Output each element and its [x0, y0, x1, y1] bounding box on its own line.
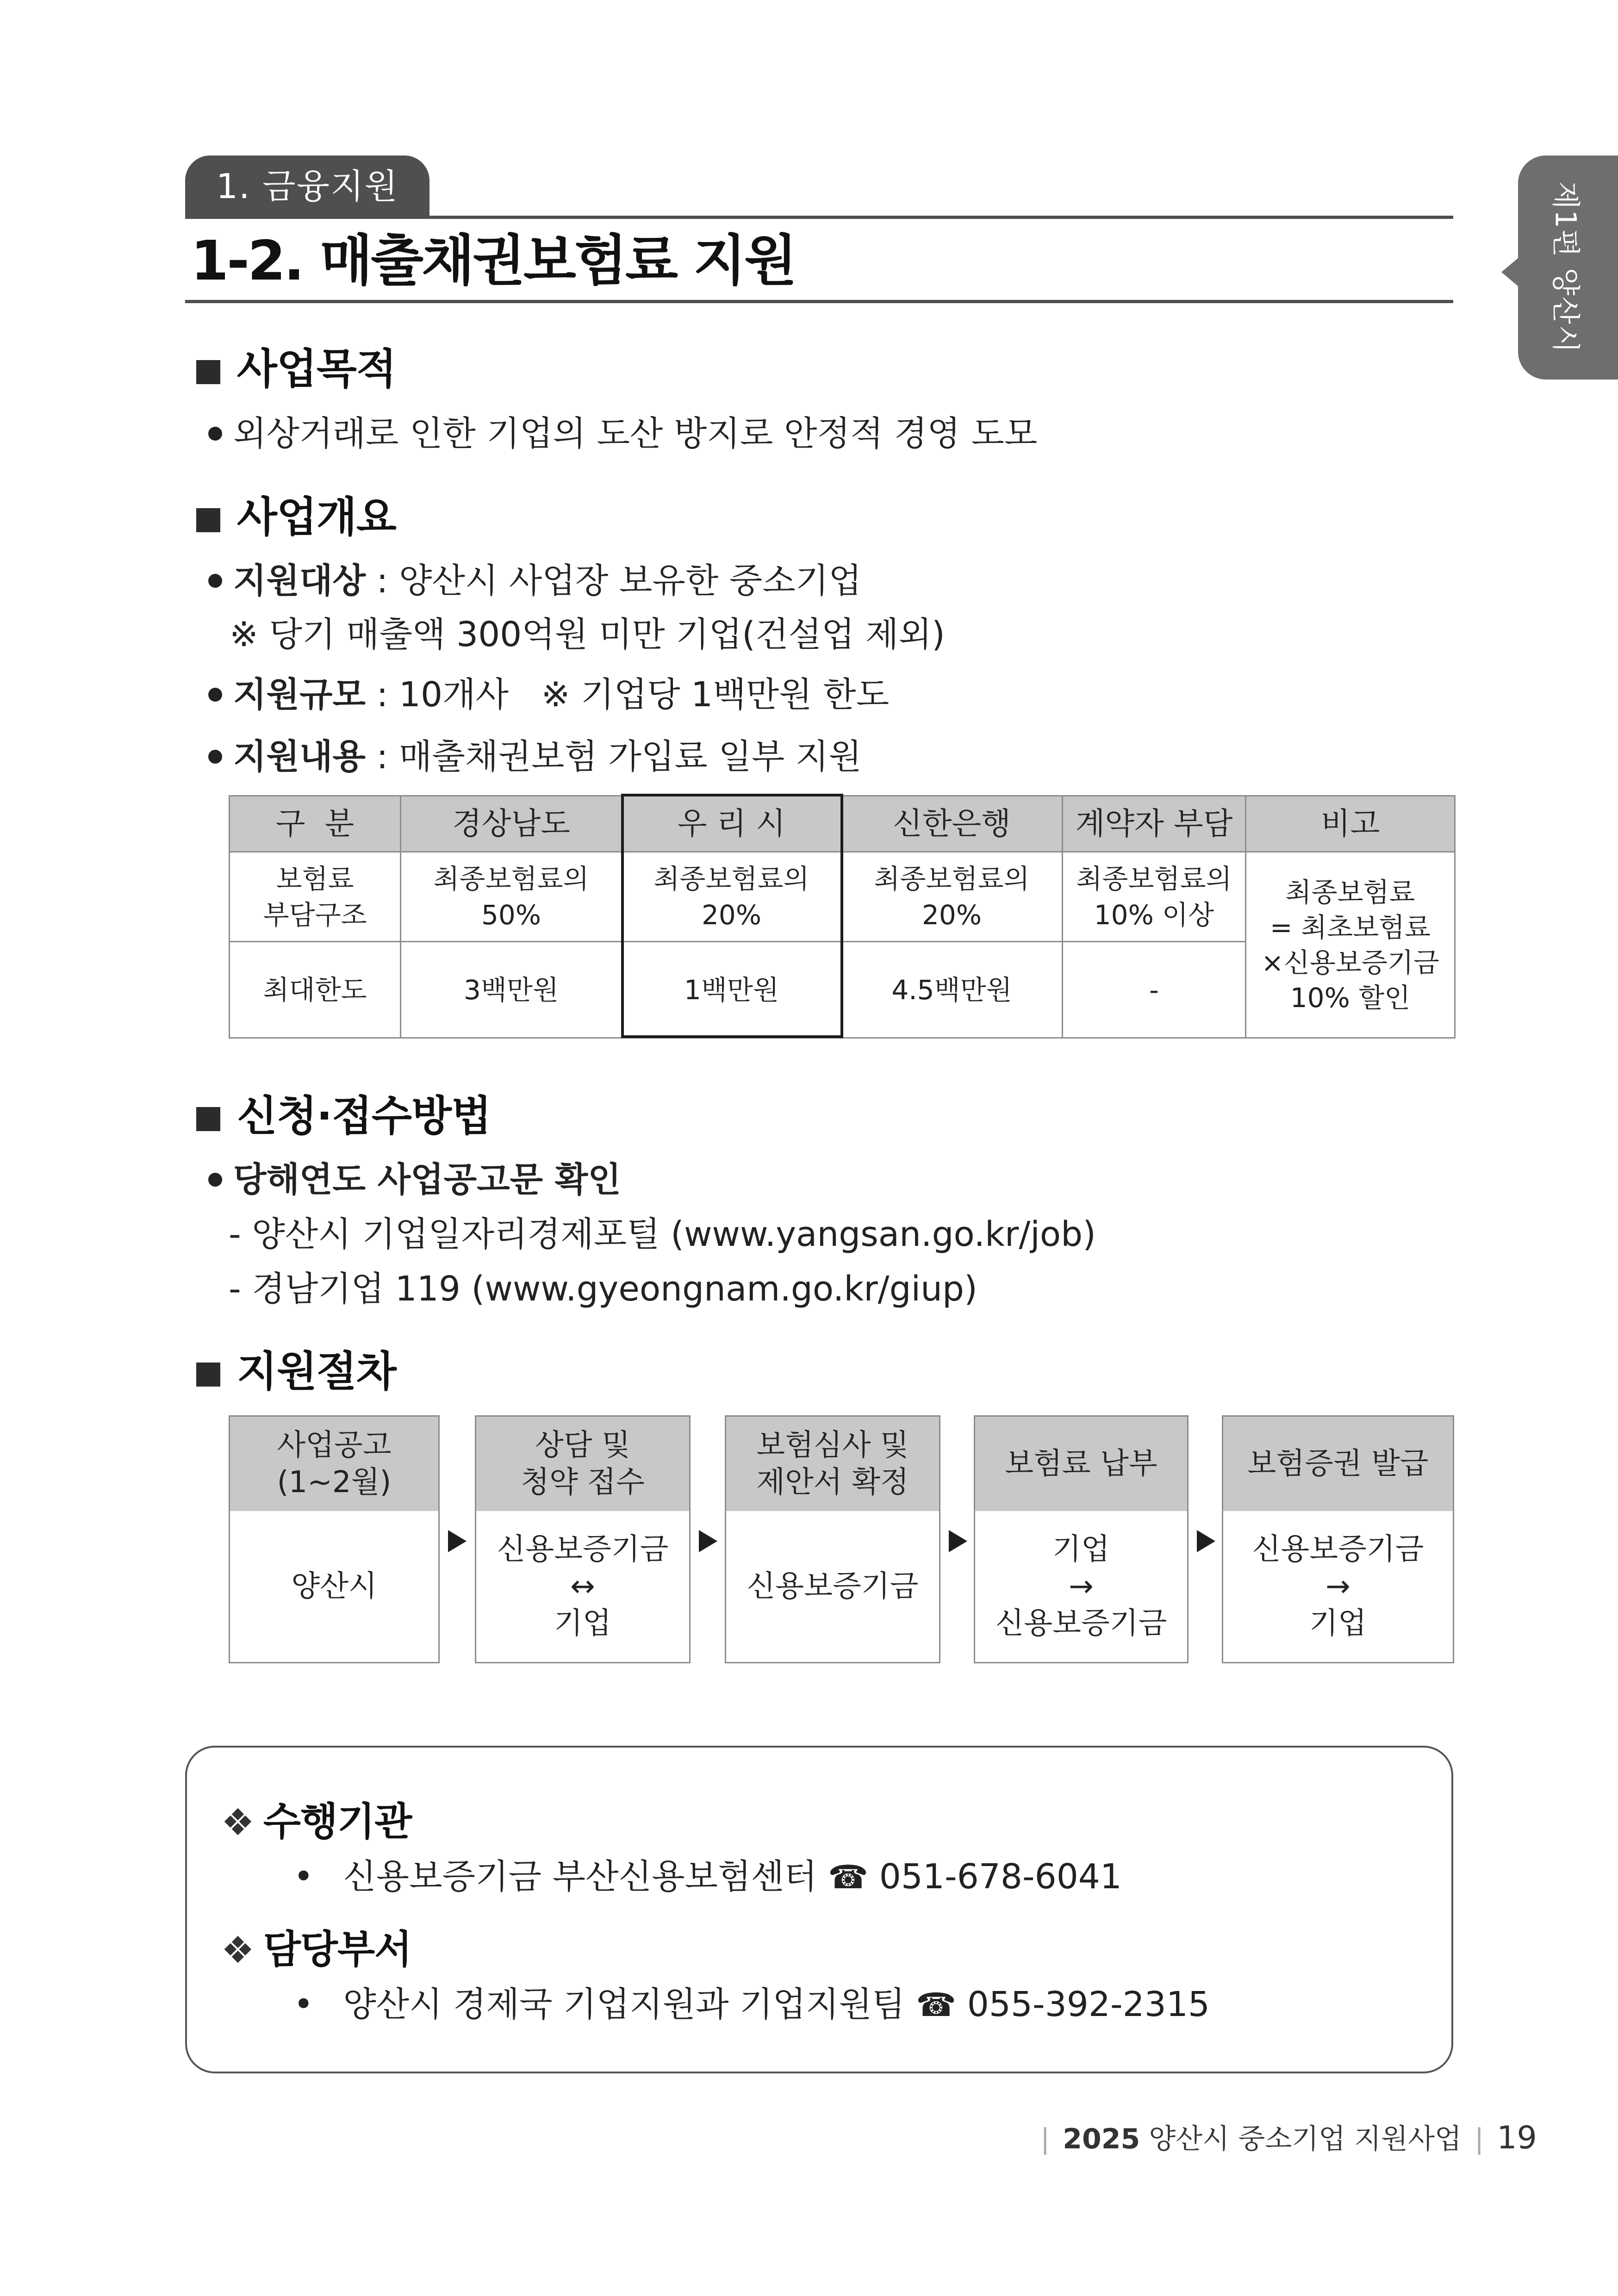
table-header-bank: 신한은행 [841, 796, 1063, 852]
table-row-label-structure: 보험료 부담구조 [230, 852, 401, 942]
table-note-cell: 최종보험료 = 최초보험료 ×신용보증기금 10% 할인 [1246, 852, 1455, 1038]
table-cell: 최종보험료의 10% 이상 [1063, 852, 1246, 942]
dept-phone: 055-392-2315 [967, 1985, 1210, 2024]
side-tab [1518, 156, 1618, 380]
procedure-step-2 [475, 1415, 691, 1663]
procedure-step-3 [725, 1415, 940, 1663]
table-header-contractor: 계약자 부담 [1063, 796, 1246, 852]
step-title: 사업공고 (1~2월) [230, 1417, 438, 1511]
diamond-bullet-icon: ❖ [221, 1801, 254, 1844]
page-footer [1027, 2120, 1537, 2158]
step-title: 보험료 납부 [975, 1417, 1187, 1511]
table-header-province: 경상남도 [401, 796, 622, 852]
procedure-heading: 지원절차 [196, 1344, 396, 1400]
agency-phone: 051-678-6041 [879, 1857, 1122, 1897]
arrow-right-icon [949, 1530, 967, 1552]
dot-bullet-icon [208, 688, 222, 702]
page-number: 19 [1497, 2120, 1537, 2156]
table-cell: 최종보험료의 20% [622, 852, 841, 942]
arrow-right-icon [448, 1530, 467, 1552]
apply-link-yangsan: - 양산시 기업일자리경제포털 (www.yangsan.go.kr/job) [229, 1214, 1096, 1254]
phone-icon: ☎ [828, 1858, 869, 1896]
apply-bullet: 당해연도 사업공고문 확인 [208, 1154, 621, 1205]
step-title: 상담 및 청약 접수 [476, 1417, 689, 1511]
table-header-category: 구 분 [230, 796, 401, 852]
apply-link-gyeongnam: - 경남기업 119 (www.gyeongnam.go.kr/giup) [229, 1269, 977, 1309]
step-actor: 양산시 [291, 1569, 377, 1604]
table-cell: - [1063, 942, 1246, 1038]
square-bullet-icon [196, 1107, 220, 1131]
header-rule-bottom [185, 300, 1453, 303]
step-title: 보험증권 발급 [1223, 1417, 1453, 1511]
square-bullet-icon [196, 508, 220, 532]
purpose-text: 외상거래로 인한 기업의 도산 방지로 안정적 경영 도모 [208, 408, 1037, 459]
diamond-bullet-icon: ❖ [221, 1929, 254, 1972]
footer-title: 양산시 중소기업 지원사업 [1149, 2123, 1462, 2155]
table-cell: 3백만원 [401, 942, 622, 1038]
purpose-heading: 사업목적 [196, 342, 396, 397]
table-cell: 최종보험료의 50% [401, 852, 622, 942]
overview-scale: 지원규모 : 10개사 ※ 기업당 1백만원 한도 [208, 669, 889, 720]
arrow-right-icon [1197, 1530, 1215, 1552]
section-tag: 1. 금융지원 [185, 156, 429, 218]
table-cell: 최종보험료의 20% [841, 852, 1063, 942]
support-table [229, 795, 1456, 1039]
arrow-right-icon [699, 1530, 717, 1552]
step-title: 보험심사 및 제안서 확정 [726, 1417, 939, 1511]
overview-target-note: ※ 당기 매출액 300억원 미만 기업(건설업 제외) [230, 615, 945, 654]
apply-heading: 신청·접수방법 [196, 1089, 491, 1144]
footer-year: 2025 [1063, 2123, 1140, 2155]
header-rule-top [185, 216, 1453, 219]
square-bullet-icon [196, 360, 220, 384]
dept-heading: ❖ 담당부서 [221, 1927, 412, 1972]
page-title: 1-2. 매출채권보험료 지원 [191, 229, 796, 292]
table-cell: 1백만원 [622, 942, 841, 1038]
dot-bullet-icon [208, 427, 222, 441]
agency-line: • 신용보증기금 부산신용보험센터 ☎ 051-678-6041 [293, 1857, 1122, 1897]
overview-target: 지원대상 : 양산시 사업장 보유한 중소기업 [208, 555, 862, 606]
procedure-step-1 [229, 1415, 440, 1663]
dot-bullet-icon [208, 574, 222, 588]
procedure-step-4 [974, 1415, 1189, 1663]
phone-icon: ☎ [916, 1986, 957, 2024]
table-cell: 4.5백만원 [841, 942, 1063, 1038]
table-header-note: 비고 [1246, 796, 1455, 852]
dot-bullet-icon [208, 1173, 222, 1187]
step-actor: 기업 → 신용보증기금 [995, 1532, 1167, 1641]
overview-content: 지원내용 : 매출채권보험 가입료 일부 지원 [208, 731, 862, 782]
dot-bullet-icon [208, 750, 222, 764]
footer-divider: | [1475, 2123, 1484, 2155]
dot-bullet-icon: • [293, 1985, 314, 2024]
footer-divider: | [1040, 2123, 1050, 2155]
table-row-label-limit: 최대한도 [230, 942, 401, 1038]
side-tab-pointer [1501, 257, 1519, 287]
step-actor: 신용보증기금 → 기업 [1252, 1532, 1424, 1641]
dot-bullet-icon: • [293, 1857, 314, 1897]
procedure-step-5 [1222, 1415, 1454, 1663]
dept-line: • 양산시 경제국 기업지원과 기업지원팀 ☎ 055-392-2315 [293, 1985, 1210, 2024]
side-tab-label: 제1편 양산시 [1549, 181, 1583, 354]
square-bullet-icon [196, 1363, 220, 1387]
overview-heading: 사업개요 [196, 490, 396, 545]
step-actor: 신용보증기금 [747, 1569, 919, 1604]
step-actor: 신용보증기금 ↔ 기업 [497, 1532, 669, 1641]
table-header-city: 우 리 시 [622, 796, 841, 852]
agency-heading: ❖ 수행기관 [221, 1799, 412, 1844]
